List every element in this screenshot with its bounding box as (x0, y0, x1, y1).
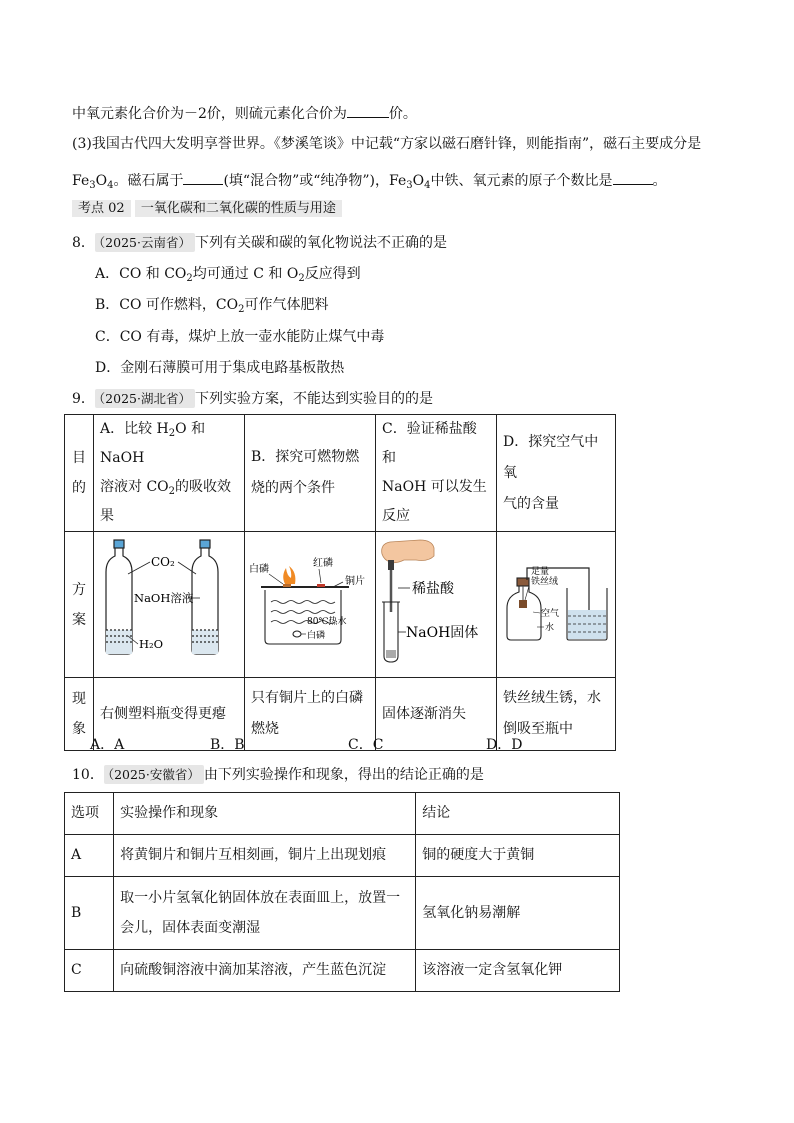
hand-icon (382, 540, 434, 563)
label-red-p: 红磷 (313, 558, 333, 569)
formula-sub: 2 (168, 428, 176, 439)
answer-option-a[interactable]: A．A (90, 737, 125, 753)
cell-text: 会儿，固体表面变潮湿 (120, 920, 261, 936)
header-operation: 实验操作和现象 (114, 793, 416, 835)
q8-option-a[interactable] (95, 264, 361, 284)
label-naoh-solid: NaOH固体 (406, 625, 479, 641)
formula-part: Fe (72, 173, 90, 189)
q8-stem (72, 233, 447, 253)
source-tag: （2025·安徽省） (104, 765, 204, 784)
row-conclusion: 铜的硬度大于黄铜 (416, 835, 620, 877)
cell-text: 溶液对 CO (100, 479, 169, 495)
water-beaker (567, 588, 607, 640)
row-header-plan (65, 532, 94, 678)
q7-line-2 (72, 134, 701, 154)
option-text: B．CO 可作燃料，CO (95, 297, 239, 313)
row-option: A (65, 835, 114, 877)
bottles-figure (94, 532, 244, 665)
q7-text: 。磁石属于 (113, 173, 184, 189)
row-header-text: 现象 (72, 691, 86, 737)
goal-b (245, 415, 376, 532)
option-text: A．CO 和 CO (95, 266, 187, 282)
cell-text: 果 (100, 508, 114, 524)
figure-b (245, 532, 376, 678)
row-operation: 向硫酸铜溶液中滴加某溶液，产生蓝色沉淀 (114, 950, 416, 992)
answer-option-d[interactable]: D．D (486, 737, 523, 753)
q9-goal-row (65, 415, 616, 532)
q9-figure-row (65, 532, 616, 678)
label-sufficient: 足量 (531, 567, 550, 577)
q10-header-row (65, 793, 620, 835)
answer-option-c[interactable]: C．C (348, 737, 384, 753)
q10-stem (72, 765, 484, 785)
row-conclusion: 该溶液一定含氢氧化钾 (416, 950, 620, 992)
formula-sub: 2 (168, 486, 176, 497)
cell-text: 的吸收效 (175, 479, 232, 495)
formula-part: Fe (389, 173, 407, 189)
cell-text: 倒吸至瓶中 (503, 721, 573, 737)
q9-answer-options (90, 735, 610, 755)
label-white-p: 白磷 (249, 564, 269, 575)
option-text: 均可通过 C 和 O (192, 266, 299, 282)
question-stem: 下列实验方案，不能达到实验目的的是 (194, 391, 433, 407)
header-option: 选项 (65, 793, 114, 835)
formula-part: O (95, 173, 108, 189)
q10-table (64, 792, 620, 992)
q9-stem (72, 389, 433, 409)
question-number: 9． (72, 391, 95, 407)
formula-sub: 2 (238, 304, 245, 315)
section-header (72, 199, 342, 219)
cell-text: O 和 NaOH (100, 421, 206, 466)
red-phosphorus (317, 584, 325, 587)
q7-text: (3)我国古代四大发明享誉世界。《梦溪笔谈》中记载“方家以磁石磨针锋，则能指南”，磁石主要成分是 (72, 136, 702, 152)
row-header-goal (65, 415, 94, 532)
figure-d (497, 532, 616, 678)
goal-d (497, 415, 616, 532)
q7-text: 中铁、氧元素的原子个数比是 (430, 173, 613, 189)
q7-text: (填“混合物”或“纯净物”)， (223, 173, 390, 189)
question-stem: 下列有关碳和碳的氧化物说法不正确的是 (194, 235, 447, 251)
label-copper: 铜片 (345, 576, 365, 587)
flask (507, 578, 541, 640)
row-option: C (65, 950, 114, 992)
label-air: 空气 (541, 609, 560, 619)
left-bottle (106, 540, 132, 654)
section-label: 考点 02 (72, 200, 131, 217)
cell-text: C．验证稀盐酸和 (382, 421, 477, 466)
figure-c (376, 532, 497, 678)
q8-option-d[interactable] (95, 358, 344, 378)
goal-a (94, 415, 245, 532)
source-tag: （2025·云南省） (95, 233, 195, 252)
formula-sub: 2 (186, 273, 193, 284)
section-title: 一氧化碳和二氧化碳的性质与用途 (135, 200, 342, 217)
figure-a (94, 532, 245, 678)
row-operation (114, 877, 416, 950)
cell-text: D．探究空气中氧 (503, 433, 599, 481)
cell-text: 取一小片氢氧化钠固体放在表面皿上，放置一 (120, 890, 401, 906)
option-text: D．金刚石薄膜可用于集成电路基板散热 (95, 360, 345, 376)
q8-option-c[interactable] (95, 327, 384, 347)
label-water: 水 (545, 623, 555, 633)
label-h2o: H₂O (139, 637, 164, 651)
label-iron-wool: 铁丝绒 (531, 577, 559, 587)
option-text: 可作气体肥料 (244, 297, 329, 313)
cell-text: 铁丝绒生锈，水 (503, 690, 601, 706)
option-text: 反应得到 (304, 266, 361, 282)
q8-option-b[interactable] (95, 295, 329, 315)
question-stem: 由下列实验操作和现象，得出的结论正确的是 (203, 767, 484, 783)
combustion-figure (245, 532, 375, 665)
cell-text: 右侧塑料瓶变得更瘪 (100, 705, 226, 722)
right-bottle (192, 540, 218, 654)
table-row (65, 835, 620, 877)
formula-sub: 2 (298, 273, 305, 284)
cell-text: A．比较 H (100, 421, 169, 437)
formula-part: O (412, 173, 425, 189)
cell-text: 燃烧 (251, 721, 279, 737)
q7-line-1 (72, 103, 417, 124)
row-option: B (65, 877, 114, 950)
table-row (65, 950, 620, 992)
label-co2: CO₂ (151, 555, 175, 569)
label-naoh-solution: NaOH溶液 (134, 591, 194, 605)
label-hot-water: 80℃热水 (307, 617, 347, 627)
q7-line-3 (72, 170, 667, 191)
q7-text: 。 (652, 173, 667, 189)
dropper (388, 560, 394, 612)
row-header-text: 目的 (72, 450, 86, 496)
goal-c (376, 415, 497, 532)
question-number: 8． (72, 235, 95, 251)
row-operation: 将黄铜片和铜片互相刻画，铜片上出现划痕 (114, 835, 416, 877)
answer-blank[interactable] (183, 170, 223, 185)
question-number: 10． (72, 767, 104, 783)
flame-icon (283, 566, 295, 587)
q7-text: 中氧元素化合价为－2价，则硫元素化合价为 (72, 106, 347, 122)
formula-sub: 3 (406, 180, 413, 191)
answer-blank[interactable] (613, 170, 653, 185)
cell-text: 气的含量 (503, 495, 559, 512)
oxygen-figure (497, 532, 615, 665)
cell-text: B．探究可燃物燃 (251, 449, 360, 465)
cell-text: NaOH 可以发生 (382, 479, 487, 495)
row-header-text: 方案 (72, 581, 86, 628)
q9-table (64, 414, 616, 751)
formula-sub: 4 (107, 180, 114, 191)
q7-text: 价。 (388, 106, 417, 122)
row-conclusion: 氢氧化钠易潮解 (416, 877, 620, 950)
cell-text: 固体逐渐消失 (382, 705, 466, 722)
dropper-figure (376, 532, 496, 665)
formula-sub: 3 (89, 180, 96, 191)
answer-option-b[interactable]: B．B (210, 737, 245, 753)
source-tag: （2025·湖北省） (95, 389, 195, 408)
header-conclusion: 结论 (416, 793, 620, 835)
cell-text: 烧的两个条件 (251, 480, 335, 496)
label-white-p-2: 白磷 (307, 631, 326, 641)
answer-blank[interactable] (347, 103, 389, 118)
cell-text: 只有铜片上的白磷 (251, 690, 363, 706)
cell-text: 反应 (382, 508, 410, 524)
option-text: C．CO 有毒，煤炉上放一壶水能防止煤气中毒 (95, 329, 385, 345)
table-row (65, 877, 620, 950)
formula-sub: 4 (424, 180, 431, 191)
label-dilute-hcl: 稀盐酸 (412, 581, 454, 597)
beaker (261, 587, 349, 644)
